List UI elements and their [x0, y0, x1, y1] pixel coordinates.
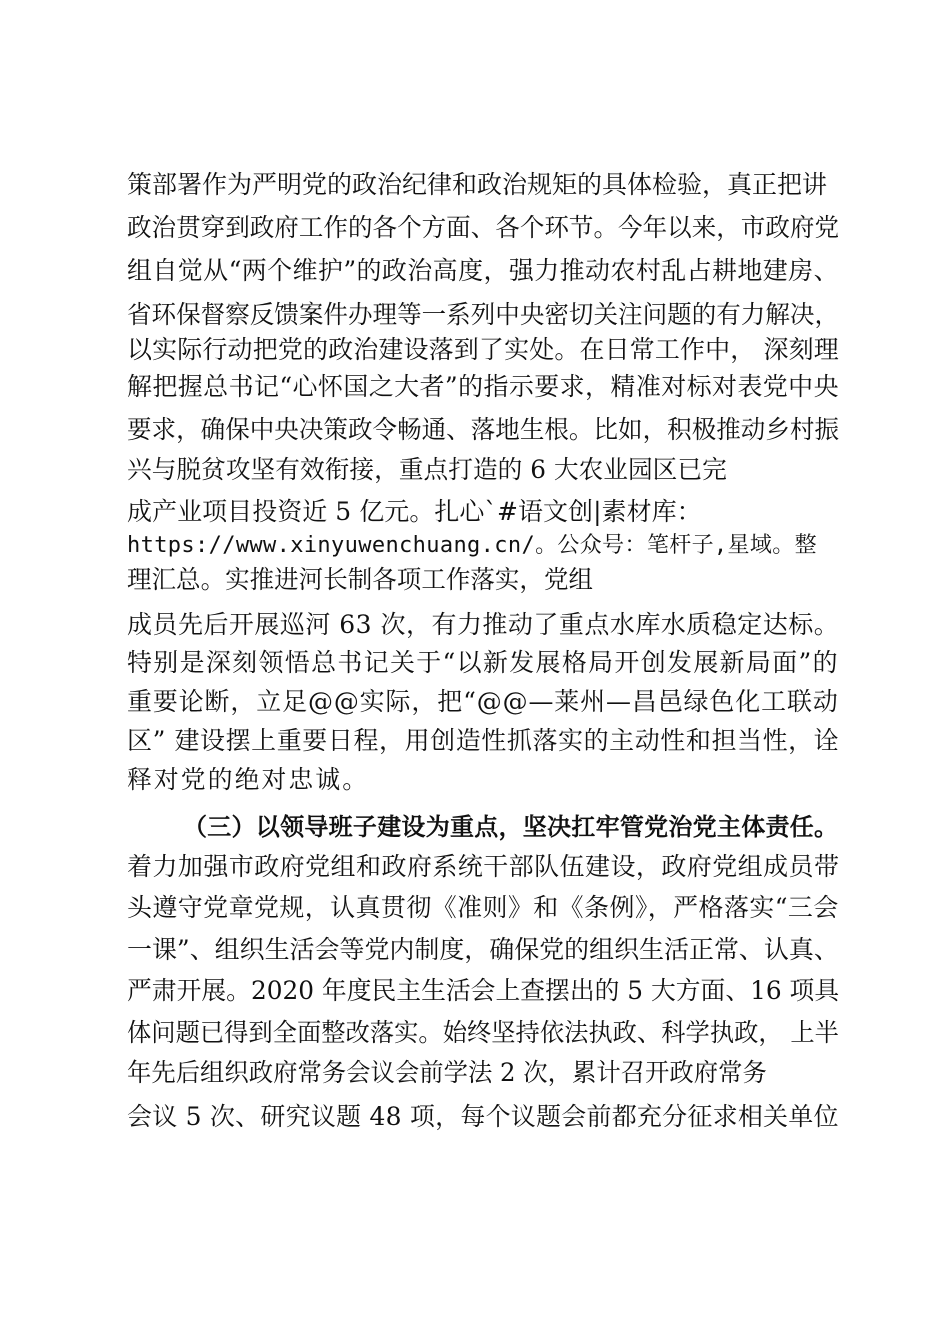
body-line: 重要论断，立足@@实际，把“@@—莱州—昌邑绿色化工联动 — [127, 687, 839, 716]
body-line: 兴与脱贫攻坚有效衔接，重点打造的 6 大农业园区已完 — [127, 455, 727, 484]
body-line: 成产业项目投资近 5 亿元。扎心`#语文创|素材库： — [127, 497, 702, 526]
body-line: 年先后组织政府常务会议会前学法 2 次，累计召开政府常务 — [127, 1058, 767, 1087]
body-line: 会议 5 次、研究议题 48 项，每个议题会前都充分征求相关单位 — [127, 1102, 839, 1131]
body-line: 政治贯穿到政府工作的各个方面、各个环节。今年以来，市政府党 — [127, 213, 840, 242]
body-line: 区” 建设摆上重要日程，用创造性抓落实的主动性和担当性，诠 — [127, 726, 840, 755]
body-line: 特别是深刻领悟总书记关于“以新发展格局开创发展新局面”的 — [127, 648, 839, 677]
body-line: 省环保督察反馈案件办理等一系列中央密切关注问题的有力解决， — [127, 300, 840, 329]
body-line: 理汇总。实推进河长制各项工作落实，党组 — [127, 565, 594, 594]
body-line: 着力加强市政府党组和政府系统干部队伍建设，政府党组成员带 — [127, 852, 840, 881]
body-line: 释对党的绝对忠诚。 — [127, 765, 370, 794]
body-line-url: https://www.xinyuwenchuang.cn/。公众号：笔杆子,星域。整 — [127, 533, 817, 558]
body-line: 以实际行动把党的政治建设落到了实处。在日常工作中， 深刻理 — [127, 335, 839, 364]
body-line: 要求，确保中央决策政令畅通、落地生根。比如，积极推动乡村振 — [127, 415, 840, 444]
body-line: 严肃开展。2020 年度民主生活会上查摆出的 5 大方面、16 项具 — [127, 976, 840, 1005]
body-line: 组自觉从“两个维护”的政治高度，强力推动农村乱占耕地建房、 — [127, 256, 839, 285]
body-line: 成员先后开展巡河 63 次，有力推动了重点水库水质稳定达标。 — [127, 610, 840, 639]
body-line: 头遵守党章党规，认真贯彻《准则》和《条例》，严格落实“三会 — [127, 893, 839, 922]
body-line: 体问题已得到全面整改落实。始终坚持依法执政、科学执政， 上半 — [127, 1018, 839, 1047]
body-line: 解把握总书记“心怀国之大者”的指示要求，精准对标对表党中央 — [127, 372, 839, 401]
body-line: 一课”、组织生活会等党内制度，确保党的组织生活正常、认真、 — [127, 935, 839, 964]
section-heading: （三）以领导班子建设为重点，坚决扛牢管党治党主体责任。 — [183, 813, 839, 841]
body-line: 策部署作为严明党的政治纪律和政治规矩的具体检验，真正把讲 — [127, 170, 828, 199]
